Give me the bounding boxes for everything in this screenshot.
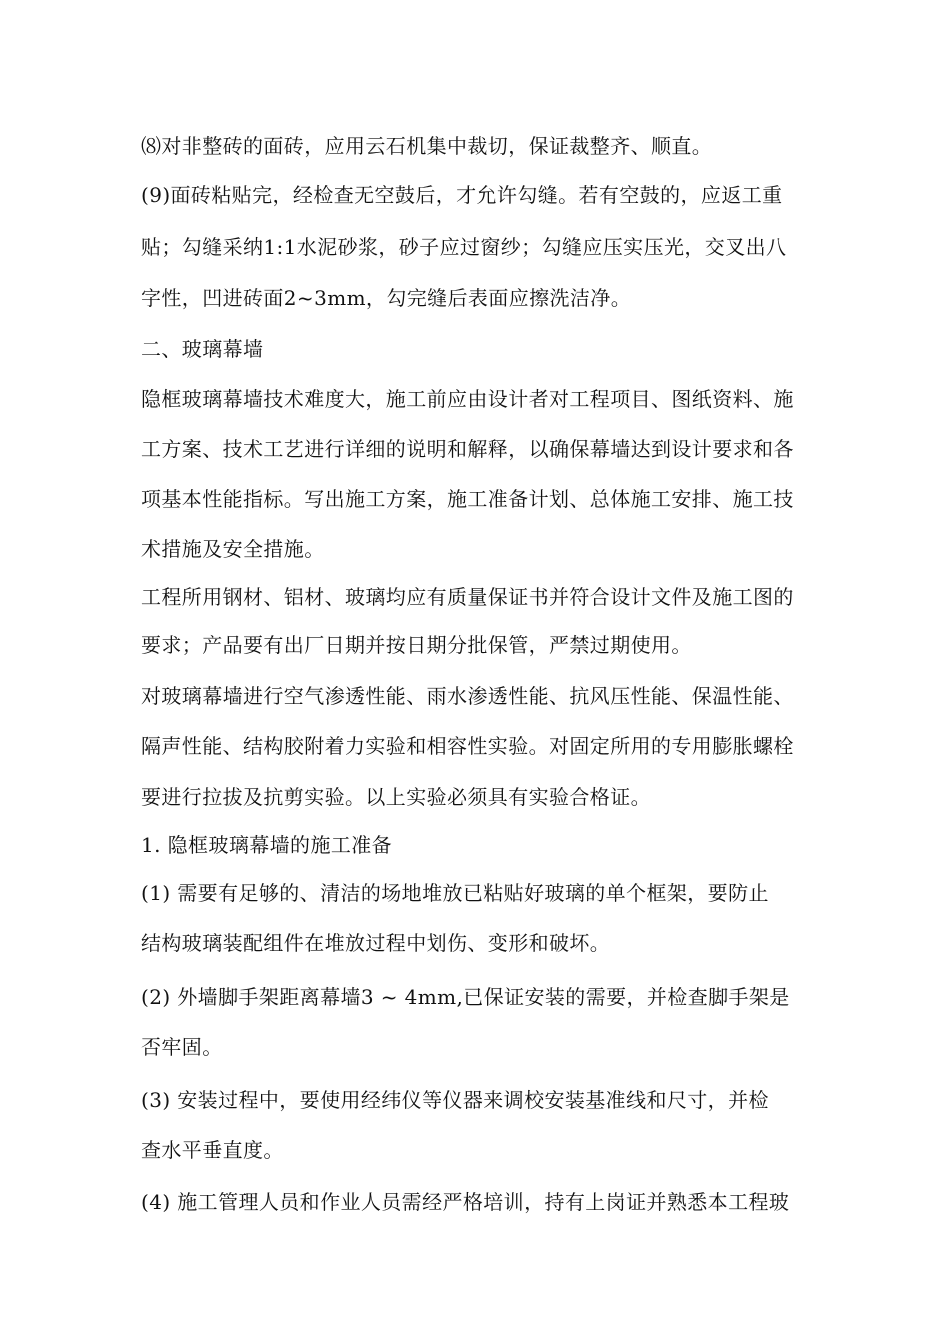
section-heading: 二、玻璃幕墙 (141, 337, 264, 361)
paragraph-line: 对玻璃幕墙进行空气渗透性能、雨水渗透性能、抗风压性能、保温性能、 (141, 684, 794, 708)
subsection-heading: 1. 隐框玻璃幕墙的施工准备 (141, 833, 393, 857)
paragraph-line: 术措施及安全措施。 (141, 537, 325, 561)
list-item-line: 查水平垂直度。 (141, 1138, 284, 1162)
paragraph-line: 项基本性能指标。写出施工方案，施工准备计划、总体施工安排、施工技 (141, 487, 794, 511)
list-item-line: (2) 外墙脚手架距离幕墙3 ~ 4mm,已保证安装的需要，并检查脚手架是 (141, 985, 790, 1009)
paragraph-line: 隔声性能、结构胶附着力实验和相容性实验。对固定所用的专用膨胀螺栓 (141, 734, 794, 758)
list-item-line: 结构玻璃装配组件在堆放过程中划伤、变形和破坏。 (141, 931, 611, 955)
paragraph-line: 隐框玻璃幕墙技术难度大，施工前应由设计者对工程项目、图纸资料、施 (141, 387, 794, 411)
paragraph-line: 工方案、技术工艺进行详细的说明和解释，以确保幕墙达到设计要求和各 (141, 437, 794, 461)
paragraph-line: ⑻对非整砖的面砖，应用云石机集中裁切，保证裁整齐、顺直。 (141, 134, 713, 158)
list-item-line: (3) 安装过程中，要使用经纬仪等仪器来调校安装基准线和尺寸，并检 (141, 1088, 769, 1112)
paragraph-line: 贴；勾缝采纳1:1水泥砂浆，砂子应过窗纱；勾缝应压实压光，交叉出八 (141, 235, 787, 259)
list-item-line: 否牢固。 (141, 1035, 223, 1059)
paragraph-line: (9)面砖粘贴完，经检查无空鼓后，才允许勾缝。若有空鼓的，应返工重 (141, 183, 783, 207)
paragraph-line: 工程所用钢材、铝材、玻璃均应有质量保证书并符合设计文件及施工图的 (141, 585, 794, 609)
list-item-line: (1) 需要有足够的、清洁的场地堆放已粘贴好玻璃的单个框架，要防止 (141, 881, 769, 905)
paragraph-line: 字性，凹进砖面2~3mm，勾完缝后表面应擦洗洁净。 (141, 286, 632, 310)
paragraph-line: 要求；产品要有出厂日期并按日期分批保管，严禁过期使用。 (141, 633, 692, 657)
paragraph-line: 要进行拉拔及抗剪实验。以上实验必须具有实验合格证。 (141, 785, 651, 809)
list-item-line: (4) 施工管理人员和作业人员需经严格培训，持有上岗证并熟悉本工程玻 (141, 1190, 790, 1214)
